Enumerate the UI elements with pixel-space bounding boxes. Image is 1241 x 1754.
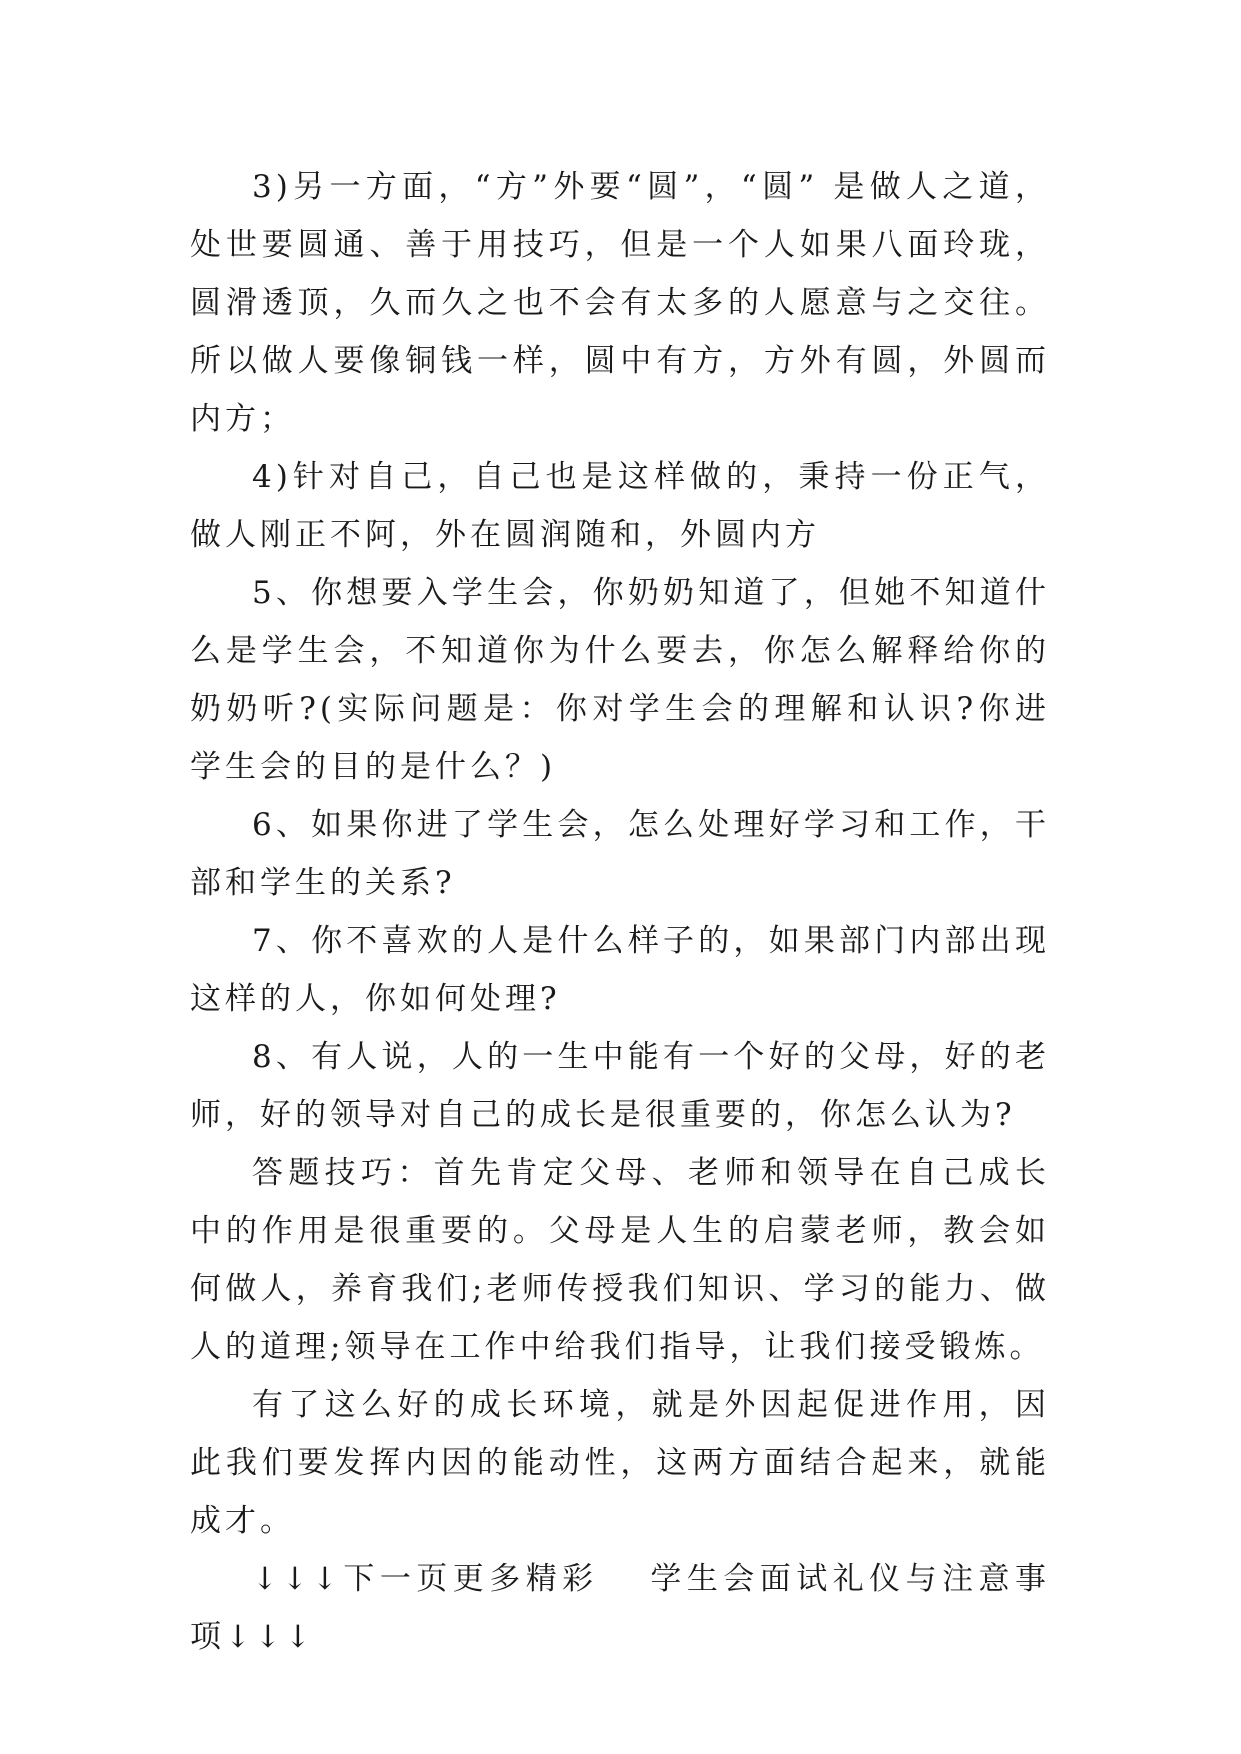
paragraph-answer-tips: 答题技巧：首先肯定父母、老师和领导在自己成长中的作用是很重要的。父母是人生的启蒙老师，教会如何做人，养育我们;老师传授我们知识、学习的能力、做人的道理;领导在工作中给我们指导，让我们接受锻炼。: [190, 1155, 1050, 1365]
paragraph-question-7: 7、你不喜欢的人是什么样子的，如果部门内部出现这样的人，你如何处理?: [190, 923, 1050, 1017]
paragraph-question-6: 6、如果你进了学生会，怎么处理好学习和工作，干部和学生的关系?: [190, 807, 1050, 901]
paragraph-question-5: 5、你想要入学生会，你奶奶知道了，但她不知道什么是学生会，不知道你为什么要去，你怎么解释给你的奶奶听?(实际问题是：你对学生会的理解和认识?你进学生会的目的是什么？): [190, 575, 1050, 785]
paragraph-conclusion: 有了这么好的成长环境，就是外因起促进作用，因此我们要发挥内因的能动性，这两方面结合起来，就能成才。: [190, 1387, 1050, 1539]
next-page-notice: ↓↓↓下一页更多精彩 学生会面试礼仪与注意事项↓↓↓: [190, 1561, 1050, 1655]
paragraph-question-8: 8、有人说，人的一生中能有一个好的父母，好的老师，好的领导对自己的成长是很重要的，你怎么认为?: [190, 1039, 1050, 1133]
document-body: [190, 158, 1050, 1666]
paragraph-answer-3: 3)另一方面，“方”外要“圆”，“圆” 是做人之道，处世要圆通、善于用技巧，但是一个人如果八面玲珑，圆滑透顶，久而久之也不会有太多的人愿意与之交往。所以做人要像铜钱一样，圆中有方，方外有圆，外圆而内方；: [190, 169, 1050, 437]
paragraph-answer-4: 4)针对自己，自己也是这样做的，秉持一份正气，做人刚正不阿，外在圆润随和，外圆内方: [190, 459, 1050, 553]
